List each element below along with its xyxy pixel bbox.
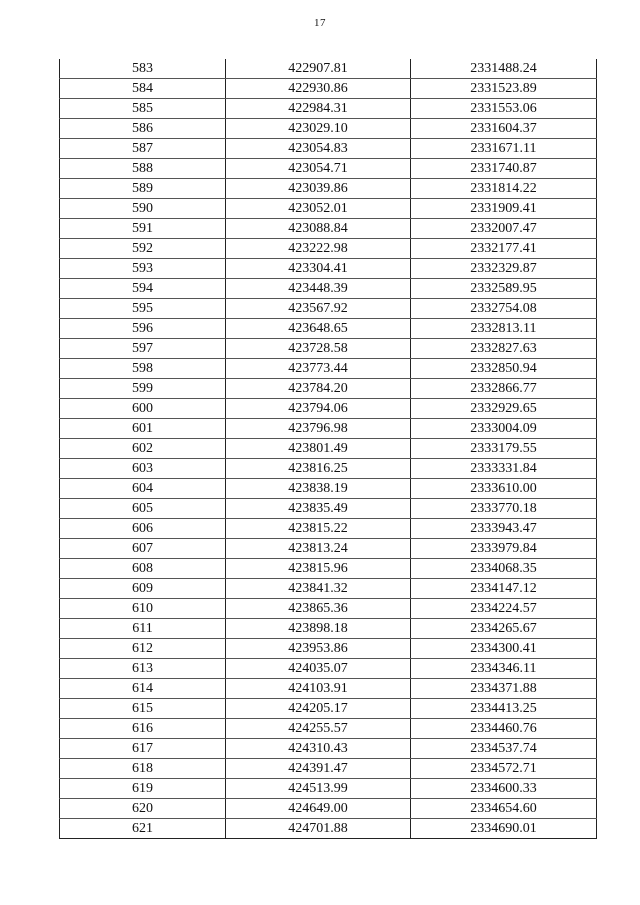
y-coordinate-cell: 2334460.76 <box>411 719 597 739</box>
table-row <box>60 719 597 739</box>
point-number-cell: 584 <box>60 79 226 99</box>
x-coordinate-cell: 423784.20 <box>226 379 411 399</box>
table-row <box>60 119 597 139</box>
y-coordinate-cell: 2331523.89 <box>411 79 597 99</box>
table-row <box>60 319 597 339</box>
x-coordinate-cell: 423567.92 <box>226 299 411 319</box>
x-coordinate-cell: 424255.57 <box>226 719 411 739</box>
x-coordinate-cell: 423222.98 <box>226 239 411 259</box>
x-coordinate-cell: 424035.07 <box>226 659 411 679</box>
y-coordinate-cell: 2333331.84 <box>411 459 597 479</box>
table-row <box>60 439 597 459</box>
point-number-cell: 598 <box>60 359 226 379</box>
point-number-cell: 606 <box>60 519 226 539</box>
y-coordinate-cell: 2333770.18 <box>411 499 597 519</box>
table-row <box>60 639 597 659</box>
point-number-cell: 601 <box>60 419 226 439</box>
table-row <box>60 59 597 79</box>
x-coordinate-cell: 423816.25 <box>226 459 411 479</box>
y-coordinate-cell: 2333943.47 <box>411 519 597 539</box>
table-row <box>60 359 597 379</box>
point-number-cell: 613 <box>60 659 226 679</box>
x-coordinate-cell: 423773.44 <box>226 359 411 379</box>
x-coordinate-cell: 423801.49 <box>226 439 411 459</box>
x-coordinate-cell: 423052.01 <box>226 199 411 219</box>
point-number-cell: 591 <box>60 219 226 239</box>
y-coordinate-cell: 2334346.11 <box>411 659 597 679</box>
x-coordinate-cell: 423794.06 <box>226 399 411 419</box>
table-row <box>60 259 597 279</box>
y-coordinate-cell: 2333004.09 <box>411 419 597 439</box>
point-number-cell: 612 <box>60 639 226 659</box>
point-number-cell: 590 <box>60 199 226 219</box>
y-coordinate-cell: 2334265.67 <box>411 619 597 639</box>
y-coordinate-cell: 2332589.95 <box>411 279 597 299</box>
table-row <box>60 219 597 239</box>
point-number-cell: 585 <box>60 99 226 119</box>
table-row <box>60 739 597 759</box>
table-row <box>60 279 597 299</box>
table-row <box>60 239 597 259</box>
point-number-cell: 616 <box>60 719 226 739</box>
point-number-cell: 588 <box>60 159 226 179</box>
point-number-cell: 611 <box>60 619 226 639</box>
point-number-cell: 600 <box>60 399 226 419</box>
y-coordinate-cell: 2331814.22 <box>411 179 597 199</box>
point-number-cell: 620 <box>60 799 226 819</box>
x-coordinate-cell: 423835.49 <box>226 499 411 519</box>
table-row <box>60 619 597 639</box>
table-row <box>60 579 597 599</box>
y-coordinate-cell: 2334068.35 <box>411 559 597 579</box>
x-coordinate-cell: 423039.86 <box>226 179 411 199</box>
table-row <box>60 199 597 219</box>
point-number-cell: 593 <box>60 259 226 279</box>
x-coordinate-cell: 424649.00 <box>226 799 411 819</box>
table-row <box>60 819 597 839</box>
point-number-cell: 604 <box>60 479 226 499</box>
x-coordinate-cell: 423648.65 <box>226 319 411 339</box>
x-coordinate-cell: 423304.41 <box>226 259 411 279</box>
y-coordinate-cell: 2331488.24 <box>411 59 597 79</box>
y-coordinate-cell: 2331740.87 <box>411 159 597 179</box>
y-coordinate-cell: 2331909.41 <box>411 199 597 219</box>
table-row <box>60 179 597 199</box>
table-row <box>60 699 597 719</box>
point-number-cell: 609 <box>60 579 226 599</box>
y-coordinate-cell: 2334572.71 <box>411 759 597 779</box>
x-coordinate-cell: 423865.36 <box>226 599 411 619</box>
y-coordinate-cell: 2333979.84 <box>411 539 597 559</box>
point-number-cell: 615 <box>60 699 226 719</box>
y-coordinate-cell: 2332754.08 <box>411 299 597 319</box>
x-coordinate-cell: 422907.81 <box>226 59 411 79</box>
x-coordinate-cell: 423054.71 <box>226 159 411 179</box>
table-row <box>60 759 597 779</box>
point-number-cell: 583 <box>60 59 226 79</box>
y-coordinate-cell: 2332177.41 <box>411 239 597 259</box>
x-coordinate-cell: 423448.39 <box>226 279 411 299</box>
coordinates-table <box>59 59 597 839</box>
y-coordinate-cell: 2334654.60 <box>411 799 597 819</box>
x-coordinate-cell: 423728.58 <box>226 339 411 359</box>
point-number-cell: 608 <box>60 559 226 579</box>
x-coordinate-cell: 423841.32 <box>226 579 411 599</box>
table-row <box>60 339 597 359</box>
x-coordinate-cell: 424205.17 <box>226 699 411 719</box>
table-row <box>60 299 597 319</box>
x-coordinate-cell: 424310.43 <box>226 739 411 759</box>
point-number-cell: 614 <box>60 679 226 699</box>
table-row <box>60 159 597 179</box>
x-coordinate-cell: 423815.22 <box>226 519 411 539</box>
y-coordinate-cell: 2332007.47 <box>411 219 597 239</box>
table-row <box>60 379 597 399</box>
y-coordinate-cell: 2334224.57 <box>411 599 597 619</box>
y-coordinate-cell: 2332329.87 <box>411 259 597 279</box>
y-coordinate-cell: 2334371.88 <box>411 679 597 699</box>
y-coordinate-cell: 2332813.11 <box>411 319 597 339</box>
table-row <box>60 459 597 479</box>
x-coordinate-cell: 423838.19 <box>226 479 411 499</box>
table-row <box>60 539 597 559</box>
x-coordinate-cell: 423054.83 <box>226 139 411 159</box>
point-number-cell: 610 <box>60 599 226 619</box>
x-coordinate-cell: 423953.86 <box>226 639 411 659</box>
y-coordinate-cell: 2334537.74 <box>411 739 597 759</box>
table-row <box>60 79 597 99</box>
point-number-cell: 602 <box>60 439 226 459</box>
coordinates-table-body <box>60 59 597 839</box>
x-coordinate-cell: 423796.98 <box>226 419 411 439</box>
point-number-cell: 595 <box>60 299 226 319</box>
y-coordinate-cell: 2332929.65 <box>411 399 597 419</box>
y-coordinate-cell: 2334147.12 <box>411 579 597 599</box>
point-number-cell: 618 <box>60 759 226 779</box>
y-coordinate-cell: 2331671.11 <box>411 139 597 159</box>
x-coordinate-cell: 424103.91 <box>226 679 411 699</box>
point-number-cell: 619 <box>60 779 226 799</box>
point-number-cell: 597 <box>60 339 226 359</box>
point-number-cell: 617 <box>60 739 226 759</box>
y-coordinate-cell: 2334413.25 <box>411 699 597 719</box>
x-coordinate-cell: 423029.10 <box>226 119 411 139</box>
y-coordinate-cell: 2332850.94 <box>411 359 597 379</box>
point-number-cell: 587 <box>60 139 226 159</box>
point-number-cell: 621 <box>60 819 226 839</box>
y-coordinate-cell: 2332866.77 <box>411 379 597 399</box>
point-number-cell: 589 <box>60 179 226 199</box>
x-coordinate-cell: 424391.47 <box>226 759 411 779</box>
y-coordinate-cell: 2331553.06 <box>411 99 597 119</box>
point-number-cell: 592 <box>60 239 226 259</box>
point-number-cell: 586 <box>60 119 226 139</box>
table-row <box>60 799 597 819</box>
table-row <box>60 519 597 539</box>
table-row <box>60 399 597 419</box>
y-coordinate-cell: 2333179.55 <box>411 439 597 459</box>
point-number-cell: 603 <box>60 459 226 479</box>
table-row <box>60 99 597 119</box>
table-row <box>60 679 597 699</box>
point-number-cell: 607 <box>60 539 226 559</box>
point-number-cell: 599 <box>60 379 226 399</box>
x-coordinate-cell: 423088.84 <box>226 219 411 239</box>
x-coordinate-cell: 423898.18 <box>226 619 411 639</box>
point-number-cell: 594 <box>60 279 226 299</box>
x-coordinate-cell: 422984.31 <box>226 99 411 119</box>
page-number: 17 <box>314 17 326 29</box>
table-row <box>60 499 597 519</box>
x-coordinate-cell: 424701.88 <box>226 819 411 839</box>
table-row <box>60 659 597 679</box>
y-coordinate-cell: 2334690.01 <box>411 819 597 839</box>
x-coordinate-cell: 423813.24 <box>226 539 411 559</box>
table-row <box>60 419 597 439</box>
point-number-cell: 605 <box>60 499 226 519</box>
table-row <box>60 599 597 619</box>
y-coordinate-cell: 2334600.33 <box>411 779 597 799</box>
table-row <box>60 559 597 579</box>
y-coordinate-cell: 2334300.41 <box>411 639 597 659</box>
x-coordinate-cell: 422930.86 <box>226 79 411 99</box>
x-coordinate-cell: 424513.99 <box>226 779 411 799</box>
table-row <box>60 479 597 499</box>
point-number-cell: 596 <box>60 319 226 339</box>
table-row <box>60 139 597 159</box>
y-coordinate-cell: 2332827.63 <box>411 339 597 359</box>
y-coordinate-cell: 2333610.00 <box>411 479 597 499</box>
y-coordinate-cell: 2331604.37 <box>411 119 597 139</box>
x-coordinate-cell: 423815.96 <box>226 559 411 579</box>
table-row <box>60 779 597 799</box>
